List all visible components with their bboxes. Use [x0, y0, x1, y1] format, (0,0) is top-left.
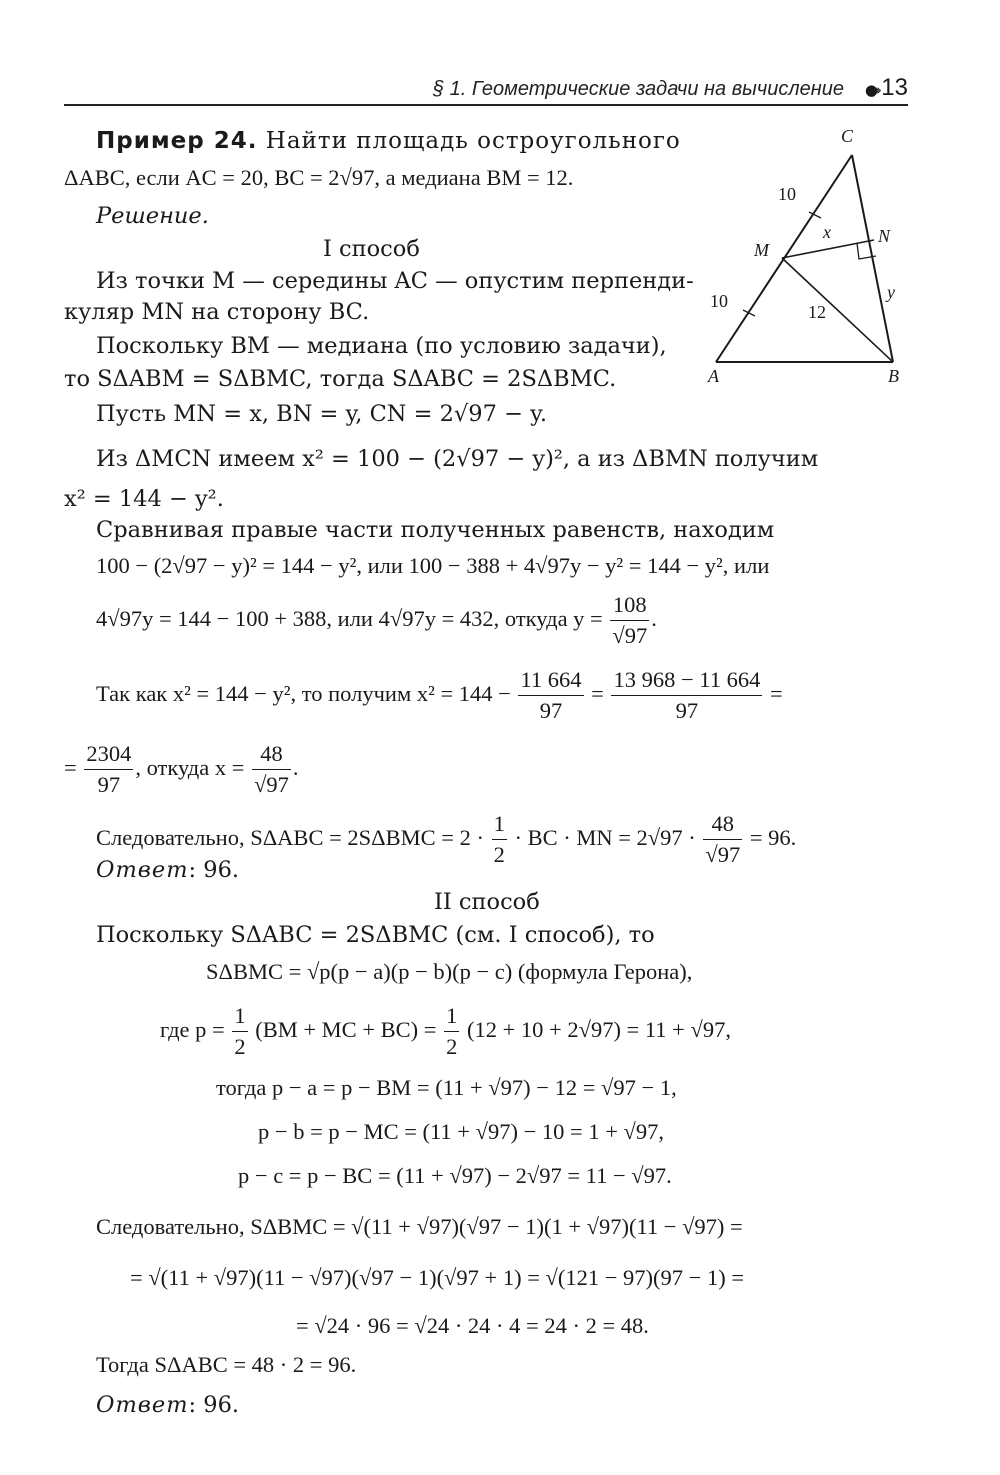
m1-line-10 — [96, 589, 657, 651]
fraction-2304 — [84, 739, 133, 800]
fraction-48 — [703, 809, 742, 870]
fraction-half-p2-num: 1 — [444, 1001, 459, 1032]
fraction-half-p2-den: 2 — [446, 1034, 458, 1060]
label-n: N — [878, 226, 891, 246]
fraction-11664-num: 11 664 — [518, 665, 583, 696]
problem-label: Пример 24. — [96, 128, 258, 154]
fraction-48-den: √97 — [705, 842, 741, 868]
fraction-x — [252, 739, 291, 800]
m2-line-5: p − b = p − MC = (11 + √97) − 10 = 1 + √97, — [258, 1119, 664, 1144]
running-header — [64, 72, 908, 106]
label-c: C — [841, 126, 854, 146]
m2-line-2: SΔBMC = √p(p − a)(p − b)(p − c) (формула Герона), — [206, 959, 693, 984]
page-number: 13 — [881, 74, 908, 101]
m1-line-11: Так как x² = 144 − y², то получим x² = 144 − $\frac{11 664}{97}$ = $\frac{13 968 - 11 664}{97}$ = — [96, 664, 783, 726]
m1-line-13-text-a: Следовательно, SΔABC = 2SΔBMC = 2 · — [96, 825, 484, 850]
fraction-11664 — [518, 665, 583, 726]
fraction-2304-den: 97 — [97, 772, 121, 798]
m1-line-10-text: 4√97y = 144 − 100 + 388, или 4√97y = 432, откуда y = — [96, 606, 603, 631]
m1-line-13-text-b: · BC · MN = 2√97 · — [514, 825, 696, 850]
fraction-half-p2 — [444, 1001, 459, 1062]
fraction-x-den: √97 — [254, 772, 289, 798]
right-angle-mark — [857, 243, 876, 259]
m2-line-6: p − c = p − BC = (11 + √97) − 2√97 = 11 − √97. — [238, 1163, 672, 1188]
m1-line-12: = $\frac{2304}{97}$ , откуда x = $\frac{48}{√97}$ . — [64, 738, 299, 800]
fraction-y-den: √97 — [612, 623, 648, 649]
label-am-length: 10 — [710, 291, 728, 311]
m2-line-3-text-c: (12 + 10 + 2√97) = 11 + √97, — [466, 1017, 731, 1042]
fraction-half-p-num: 1 — [232, 1001, 247, 1032]
label-b: B — [888, 366, 899, 386]
m1-line-1: Из точки M — середины AC — опустим перпенди- — [96, 268, 694, 294]
header-bullets-icon: ●›› — [864, 81, 878, 99]
m1-line-13-text-c: = 96. — [749, 825, 797, 850]
fraction-48-num: 48 — [703, 809, 742, 840]
m1-line-8: Сравнивая правые части полученных равенств, находим — [96, 517, 775, 543]
m1-line-11-text: Так как x² = 144 − y², то получим x² = 144 − — [96, 681, 511, 706]
section-title: § 1. Геометрические задачи на вычисление — [433, 78, 844, 100]
problem-statement-2: ΔABC, если AC = 20, BC = 2√97, а медиана BM = 12. — [64, 165, 574, 190]
side-cb — [852, 155, 893, 362]
m2-answer — [96, 1390, 239, 1420]
label-a: A — [708, 366, 719, 386]
m1-answer-value: : 96. — [188, 857, 240, 883]
m1-line-9: 100 − (2√97 − y)² = 144 − y², или 100 − 388 + 4√97y − y² = 144 − y², или — [96, 553, 770, 578]
m2-answer-value: : 96. — [188, 1392, 240, 1418]
m1-line-7: x² = 144 − y². — [64, 486, 224, 512]
triangle-diagram — [700, 120, 920, 400]
m1-line-12-text: , откуда x = — [135, 755, 245, 780]
label-y: y — [887, 282, 895, 302]
m2-line-3 — [160, 1000, 731, 1062]
fraction-2304-num: 2304 — [84, 739, 133, 770]
fraction-13968-num: 13 968 − 11 664 — [611, 665, 762, 696]
fraction-half — [492, 809, 507, 870]
label-bm-length: 12 — [808, 302, 826, 322]
label-x: x — [823, 222, 831, 242]
fraction-11664-den: 97 — [539, 698, 563, 724]
m1-answer — [96, 855, 239, 885]
fraction-y-num: 108 — [610, 590, 649, 621]
fraction-13968-den: 97 — [675, 698, 699, 724]
problem-statement-1: Найти площадь остроугольного — [265, 128, 681, 154]
m2-line-1: Поскольку SΔABC = 2SΔBMC (см. I способ), то — [96, 922, 655, 948]
fraction-half-p-den: 2 — [234, 1034, 246, 1060]
m1-line-6: Из ΔMCN имеем x² = 100 − (2√97 − y)², а из ΔBMN получим — [96, 446, 819, 472]
m2-line-8: = √(11 + √97)(11 − √97)(√97 − 1)(√97 + 1) = √(121 − 97)(97 − 1) = — [130, 1265, 745, 1290]
m1-answer-label: Ответ — [96, 857, 189, 883]
label-m: M — [754, 240, 769, 260]
method-2-title: II способ — [434, 889, 540, 915]
perpendicular-mn — [782, 240, 874, 258]
method-1-title: I способ — [323, 236, 420, 262]
m2-line-9: = √24 · 96 = √24 · 24 · 4 = 24 · 2 = 48. — [296, 1313, 649, 1338]
m1-line-4: то SΔABM = SΔBMC, тогда SΔABC = 2SΔBMC. — [64, 366, 617, 392]
m1-line-2: куляр MN на сторону BC. — [64, 299, 370, 325]
problem-line-1 — [96, 126, 681, 156]
m2-line-3-text-b: (BM + MC + BC) = — [255, 1017, 437, 1042]
fraction-y — [610, 590, 649, 651]
m2-line-3-text-a: где p = — [160, 1017, 225, 1042]
fraction-13968 — [611, 665, 762, 726]
fraction-half-num: 1 — [492, 809, 507, 840]
m2-line-10: Тогда SΔABC = 48 · 2 = 96. — [96, 1352, 357, 1377]
solution-label: Решение. — [96, 203, 209, 229]
fraction-half-p — [232, 1001, 247, 1062]
m1-line-5: Пусть MN = x, BN = y, CN = 2√97 − y. — [96, 401, 547, 427]
m1-line-3: Поскольку BM — медиана (по условию задачи), — [96, 333, 667, 359]
fraction-x-num: 48 — [252, 739, 291, 770]
fraction-half-den: 2 — [493, 842, 505, 868]
label-mc-length: 10 — [778, 184, 796, 204]
m2-line-7: Следовательно, SΔBMC = √(11 + √97)(√97 − 1)(1 + √97)(11 − √97) = — [96, 1214, 743, 1239]
m2-line-4: тогда p − a = p − BM = (11 + √97) − 12 = √97 − 1, — [216, 1075, 677, 1100]
period: . — [651, 606, 657, 631]
m2-answer-label: Ответ — [96, 1392, 189, 1418]
